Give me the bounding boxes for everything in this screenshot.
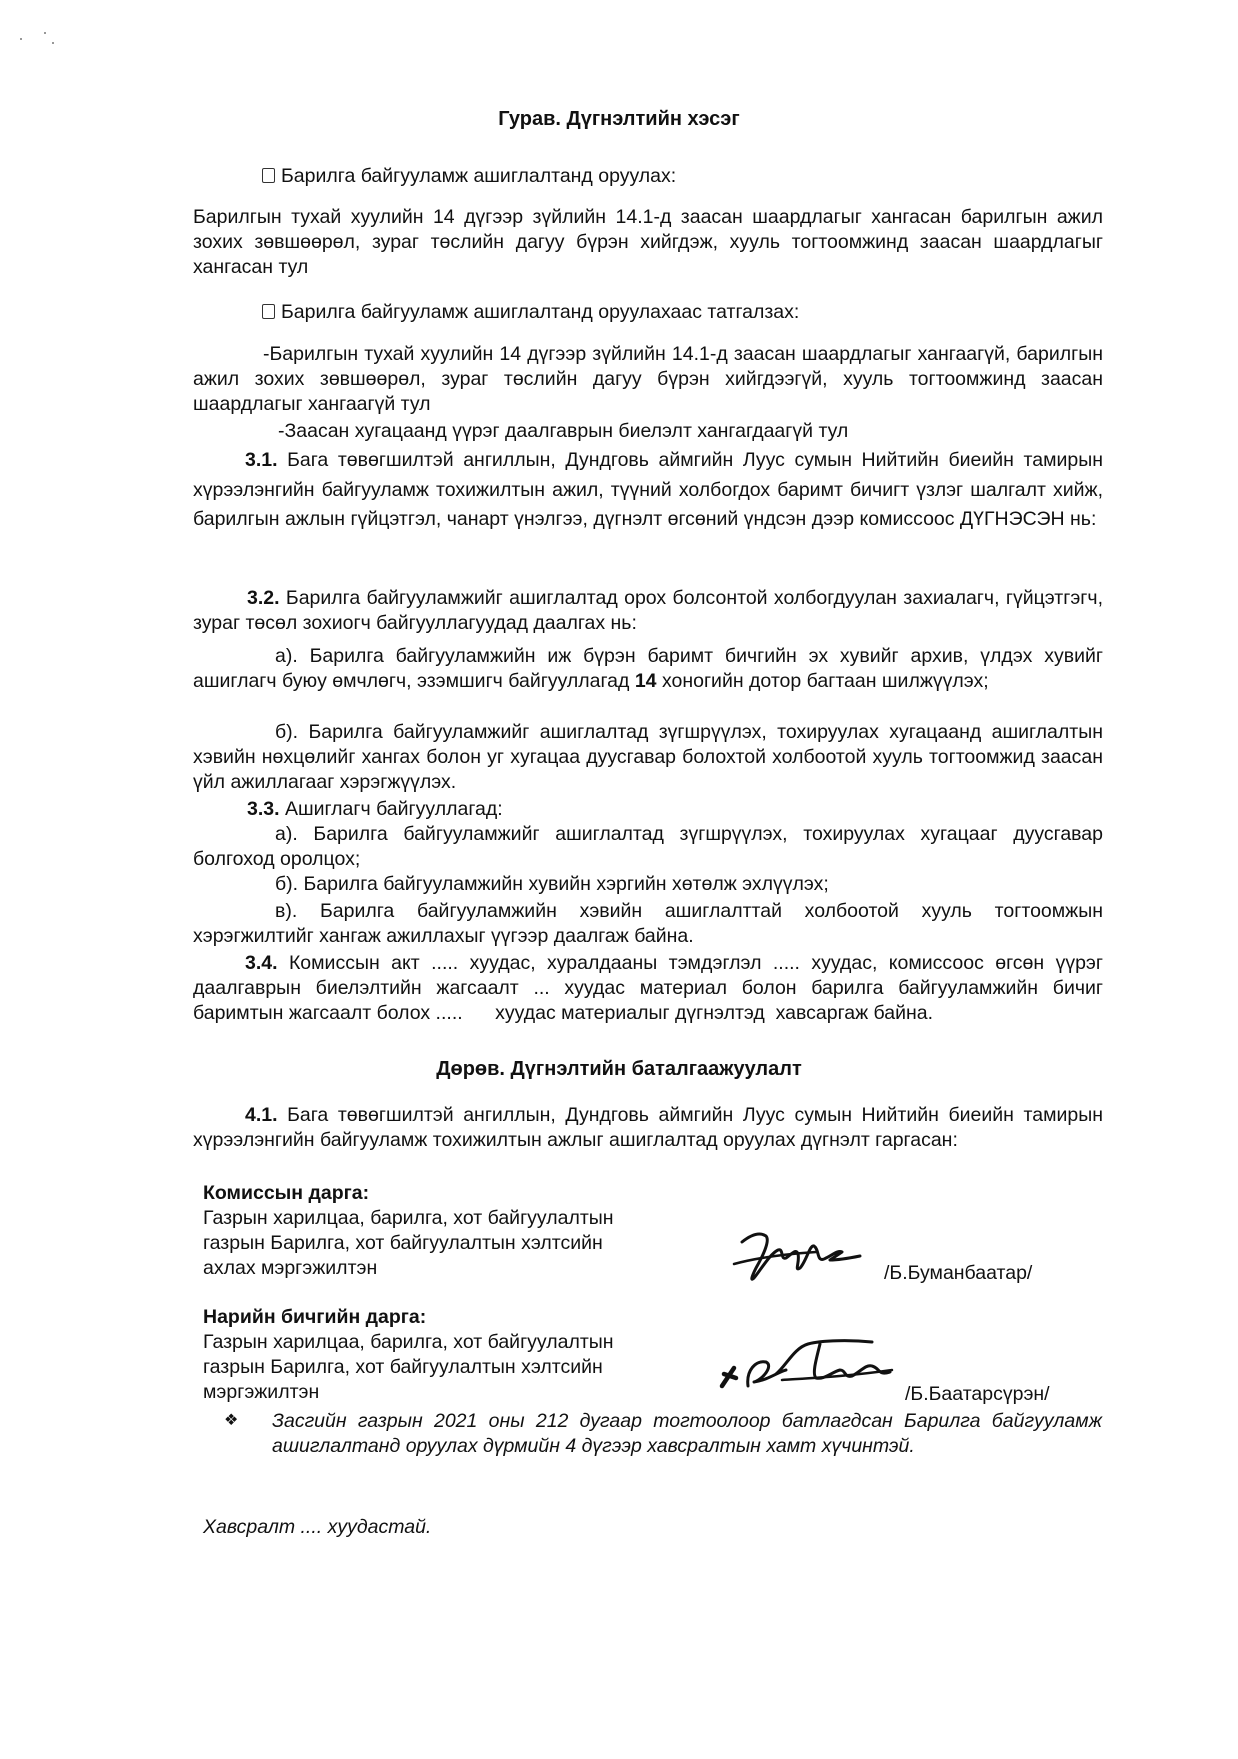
paragraph-number: 3.4. — [245, 952, 278, 974]
secretary-signature — [712, 1330, 912, 1396]
chair-org-line: газрын Барилга, хот байгуулалтын хэлтсийн — [203, 1232, 603, 1254]
chair-organization — [203, 1206, 614, 1281]
option-reject-label: Барилга байгууламж ашиглалтанд оруулахаас татгалзах: — [281, 301, 800, 323]
paragraph-number: 3.2. — [247, 587, 280, 609]
paragraph-3-4 — [193, 951, 1109, 1026]
paragraph-3-3-b: б). Барилга байгууламжийн хувийн хэргийн хөтөлж эхлүүлэх; — [275, 873, 829, 895]
secretary-org-line: газрын Барилга, хот байгуулалтын хэлтсийн — [203, 1356, 603, 1378]
paragraph-text: Бага төвөгшилтэй ангиллын, Дундговь аймгийн Луус сумын Нийтийн биеийн тамирын хүрээлэнгийн байгууламж тохижилтын ажил, түүний холбогдох баримт бичигт үзлэг шалгалт хийж, барилгын ажлын гүйцэтгэл, чанарт үнэлгээ, дүгнэлт өгсөний үндсэн дээр комиссоос ДҮГНЭСЭН нь: — [193, 449, 1103, 530]
bold-number: 14 — [634, 670, 657, 692]
checkbox-icon — [262, 168, 275, 183]
paragraph-text: хоногийн дотор багтаан шилжүүлэх; — [656, 670, 989, 692]
section-four-title: Дөрөв. Дүгнэлтийн баталгаажуулалт — [436, 1058, 802, 1080]
chair-org-line: ахлах мэргэжилтэн — [203, 1257, 378, 1279]
paragraph-text: Барилга байгууламжийг ашиглалтад орох болсонтой холбогдуулан захиалагч, гүйцэтгэгч, зураг төсөл зохиогч байгууллагуудад даалгах нь: — [193, 587, 1103, 634]
reject-text-1: -Барилгын тухай хуулийн 14 дүгээр зүйлийн 14.1-д заасан шаардлагыг хангаагүй, барилгын ажил зохих зөвшөөрөл, зураг төслийн дагуу бүрэн хийгдээгүй, хууль тогтоомжинд заасан шаардлагыг хангаагүй тул — [193, 343, 1103, 415]
paragraph-number: 3.3. — [247, 798, 280, 820]
bullet-icon: ❖ — [224, 1412, 239, 1429]
footer-note: Засгийн газрын 2021 оны 212 дугаар тогтоолоор батлагдсан Барилга байгууламж ашиглалтанд оруулах дүрмийн 4 дүгээр хавсралтын хамт хүчинтэй. — [272, 1410, 1102, 1457]
paragraph-text: а). Барилга байгууламжийн иж бүрэн баримт бичгийн эх хувийг архив, үлдэх хувийг ашиглагч буюу өмчлөгч, эзэмшигч байгууллагад — [193, 645, 1103, 692]
paragraph-text: Комиссын акт ..... хуудас, хуралдааны тэмдэглэл ..... хуудас, комиссоос өгсөн үүрэг даалгаврын биелэлтийн жагсаалт ... хуудас материал болон барилга байгууламжийн бичиг баримтын жагсаалт болох ..... хуудас материалыг дүгнэлтэд хавсаргаж байна. — [193, 952, 1109, 1024]
paragraph-4-1 — [193, 1103, 1103, 1153]
chair-signature — [726, 1224, 866, 1290]
chair-org-line: Газрын харилцаа, барилга, хот байгуулалтын — [203, 1207, 614, 1229]
checkbox-icon — [262, 304, 275, 319]
section-three-title: Гурав. Дүгнэлтийн хэсэг — [498, 108, 740, 130]
secretary-org-line: мэргэжилтэн — [203, 1381, 320, 1403]
secretary-label: Нарийн бичгийн дарга: — [203, 1306, 427, 1328]
chair-name: /Б.Буманбаатар/ — [884, 1262, 1033, 1284]
secretary-name: /Б.Баатарсүрэн/ — [905, 1383, 1050, 1405]
paragraph-3-2 — [193, 586, 1103, 636]
paragraph-3-2-a — [193, 644, 1103, 694]
scan-speck — [52, 42, 54, 44]
scan-speck — [44, 32, 46, 34]
reject-text-2: -Заасан хугацаанд үүрэг даалгаврын биелэлт хангагдаагүй тул — [278, 420, 849, 442]
accept-text: Барилгын тухай хуулийн 14 дүгээр зүйлийн 14.1-д заасан шаардлагыг хангасан барилгын ажил зохих зөвшөөрөл, зураг төслийн дагуу бүрэн хийгдэж, хууль тогтоомжинд заасан шаардлагыг хангасан тул — [193, 206, 1103, 278]
paragraph-text: Бага төвөгшилтэй ангиллын, Дундговь аймгийн Луус сумын Нийтийн биеийн тамирын хүрээлэнгийн байгууламж тохижилтын ажлыг ашиглалтад оруулах дүгнэлт гаргасан: — [193, 1104, 1103, 1151]
chair-label: Комиссын дарга: — [203, 1182, 370, 1204]
paragraph-3-1 — [193, 446, 1103, 535]
secretary-org-line: Газрын харилцаа, барилга, хот байгуулалтын — [203, 1331, 614, 1353]
scan-speck — [20, 38, 22, 40]
attachment-note: Хавсралт .... хуудастай. — [203, 1516, 432, 1538]
option-reject — [262, 301, 799, 324]
paragraph-3-3 — [247, 798, 503, 821]
paragraph-3-3-a: а). Барилга байгууламжийг ашиглалтад зүгшрүүлэх, тохируулах хугацааг дуусгавар болгоход оролцох; — [193, 823, 1103, 870]
paragraph-number: 4.1. — [245, 1104, 278, 1126]
paragraph-3-3-c: в). Барилга байгууламжийн хэвийн ашиглалттай холбоотой хууль тогтоомжын хэрэгжилтийг хангаж ажиллахыг үүгээр даалгаж байна. — [193, 900, 1103, 947]
option-accept-label: Барилга байгууламж ашиглалтанд оруулах: — [281, 165, 677, 187]
paragraph-3-2-b: б). Барилга байгууламжийг ашиглалтад зүгшрүүлэх, тохируулах хугацаанд ашиглалтын хэвийн нөхцөлийг хангах болон уг хугацаа дуусгавар болохтой холбоотой хууль тогтоомжид заасан үйл ажиллагааг хэрэгжүүлэх. — [193, 721, 1103, 793]
secretary-organization — [203, 1330, 614, 1405]
paragraph-number: 3.1. — [245, 449, 278, 471]
option-accept — [262, 165, 676, 188]
paragraph-text: Ашиглагч байгууллагад: — [279, 798, 503, 820]
